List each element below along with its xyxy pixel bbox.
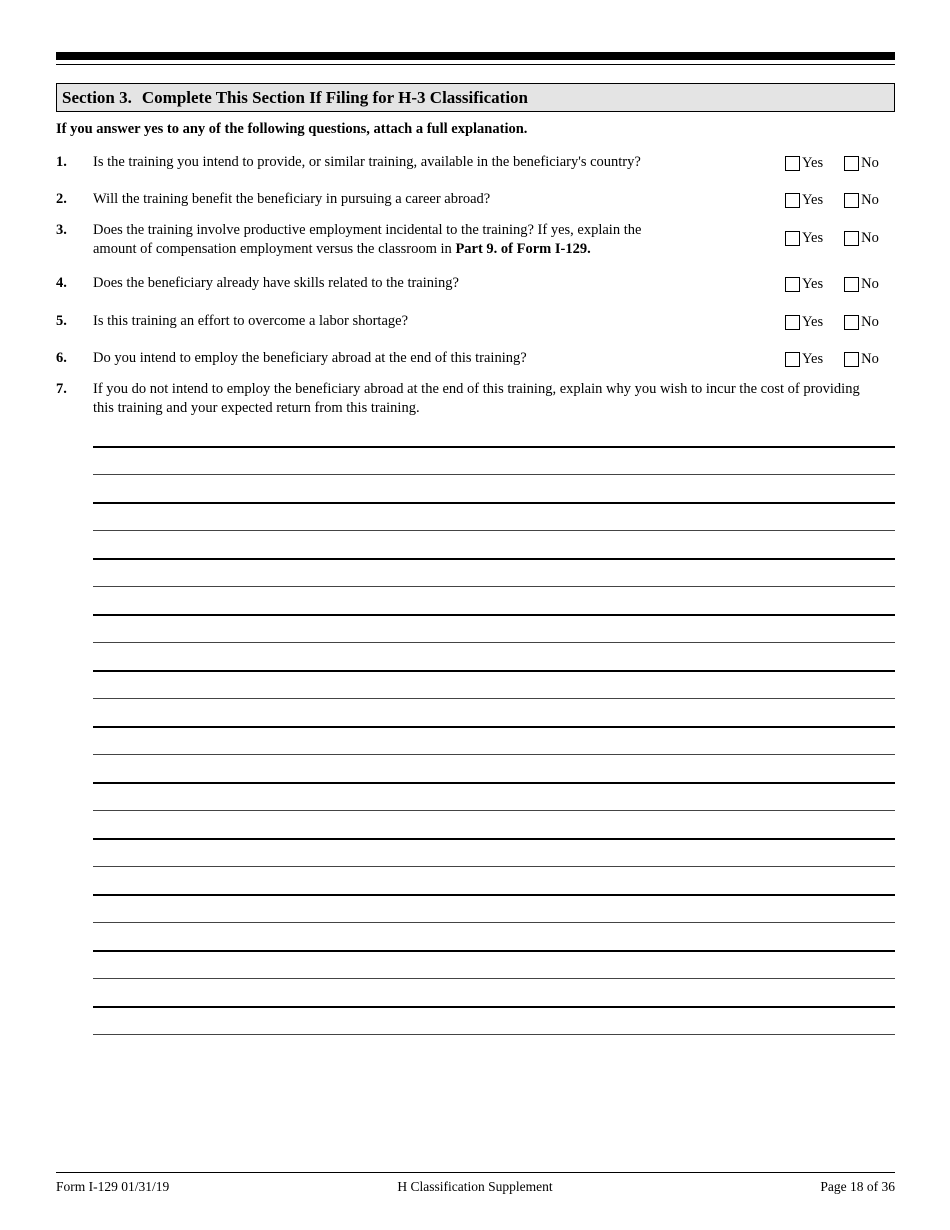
q5-no-checkbox[interactable] <box>844 315 859 330</box>
yes-label: Yes <box>802 351 824 367</box>
answer-line[interactable] <box>93 754 895 755</box>
yes-option[interactable] <box>785 313 823 332</box>
footer-supplement: H Classification Supplement <box>397 1179 553 1194</box>
header-rule-thick <box>56 52 895 60</box>
question-number: 4. <box>56 275 67 291</box>
yes-label: Yes <box>802 230 824 246</box>
question-text-line-1: Does the training involve productive employment incidental to the training? If yes, explain the <box>93 222 642 238</box>
yes-option[interactable] <box>785 191 823 210</box>
section-number: Section 3. <box>62 87 132 107</box>
question-text: Does the beneficiary already have skills related to the training? <box>93 275 459 291</box>
question-text-bold: Part 9. of Form I-129. <box>455 241 591 257</box>
q3-yes-checkbox[interactable] <box>785 231 800 246</box>
no-option[interactable] <box>844 229 879 248</box>
answer-line[interactable] <box>93 782 895 784</box>
answer-line[interactable] <box>93 698 895 699</box>
instructions: If you answer yes to any of the following questions, attach a full explanation. <box>56 121 528 137</box>
question-number: 3. <box>56 222 67 238</box>
answer-line[interactable] <box>93 950 895 952</box>
q4-no-checkbox[interactable] <box>844 277 859 292</box>
yes-no-group <box>785 313 879 332</box>
answer-line[interactable] <box>93 810 895 811</box>
answer-line[interactable] <box>93 1034 895 1035</box>
question-number: 6. <box>56 350 67 366</box>
question-number: 5. <box>56 313 67 329</box>
section-title: Complete This Section If Filing for H-3 Classification <box>141 87 529 107</box>
no-label: No <box>861 192 879 208</box>
yes-option[interactable] <box>785 275 823 294</box>
header-rule-thin <box>56 64 895 65</box>
answer-line[interactable] <box>93 614 895 616</box>
q6-no-checkbox[interactable] <box>844 352 859 367</box>
answer-line[interactable] <box>93 670 895 672</box>
answer-line[interactable] <box>93 726 895 728</box>
question-text <box>93 221 763 259</box>
q2-yes-checkbox[interactable] <box>785 193 800 208</box>
yes-option[interactable] <box>785 229 823 248</box>
answer-line[interactable] <box>93 894 895 896</box>
yes-label: Yes <box>802 155 824 171</box>
answer-line[interactable] <box>93 586 895 587</box>
question-text: If you do not intend to employ the beneficiary abroad at the end of this training, explain why you wish to incur the cost of providing this training and your expected return from this training. <box>93 381 860 416</box>
yes-option[interactable] <box>785 350 823 369</box>
no-label: No <box>861 155 879 171</box>
q2-no-checkbox[interactable] <box>844 193 859 208</box>
footer-rule <box>56 1172 895 1173</box>
no-option[interactable] <box>844 154 879 173</box>
yes-label: Yes <box>802 276 824 292</box>
footer-page-number: Page 18 of 36 <box>820 1179 895 1194</box>
q1-no-checkbox[interactable] <box>844 156 859 171</box>
answer-line[interactable] <box>93 558 895 560</box>
answer-line[interactable] <box>93 838 895 840</box>
q3-no-checkbox[interactable] <box>844 231 859 246</box>
no-label: No <box>861 276 879 292</box>
yes-label: Yes <box>802 192 824 208</box>
no-option[interactable] <box>844 350 879 369</box>
q1-yes-checkbox[interactable] <box>785 156 800 171</box>
section-header <box>56 83 895 112</box>
answer-line[interactable] <box>93 642 895 643</box>
q6-yes-checkbox[interactable] <box>785 352 800 367</box>
question-number: 2. <box>56 191 67 207</box>
answer-line[interactable] <box>93 446 895 448</box>
answer-line[interactable] <box>93 866 895 867</box>
answer-line[interactable] <box>93 502 895 504</box>
answer-line[interactable] <box>93 474 895 475</box>
question-text: Do you intend to employ the beneficiary abroad at the end of this training? <box>93 350 527 366</box>
question-number: 1. <box>56 154 67 170</box>
yes-option[interactable] <box>785 154 823 173</box>
yes-no-group <box>785 275 879 294</box>
q5-yes-checkbox[interactable] <box>785 315 800 330</box>
q4-yes-checkbox[interactable] <box>785 277 800 292</box>
no-option[interactable] <box>844 313 879 332</box>
question-text: Is this training an effort to overcome a labor shortage? <box>93 313 408 329</box>
yes-no-group <box>785 229 879 248</box>
no-option[interactable] <box>844 191 879 210</box>
answer-line[interactable] <box>93 530 895 531</box>
no-label: No <box>861 351 879 367</box>
yes-no-group <box>785 350 879 369</box>
yes-no-group <box>785 154 879 173</box>
question-text: Is the training you intend to provide, or similar training, available in the beneficiary's country? <box>93 154 641 170</box>
no-label: No <box>861 230 879 246</box>
yes-label: Yes <box>802 314 824 330</box>
question-text: Will the training benefit the beneficiary in pursuing a career abroad? <box>93 191 491 207</box>
answer-line[interactable] <box>93 978 895 979</box>
yes-no-group <box>785 191 879 210</box>
answer-line[interactable] <box>93 1006 895 1008</box>
question-number: 7. <box>56 381 67 397</box>
footer-form-id: Form I-129 01/31/19 <box>56 1179 170 1194</box>
question-text-line-2: amount of compensation employment versus the classroom in <box>93 241 456 257</box>
answer-line[interactable] <box>93 922 895 923</box>
no-option[interactable] <box>844 275 879 294</box>
no-label: No <box>861 314 879 330</box>
